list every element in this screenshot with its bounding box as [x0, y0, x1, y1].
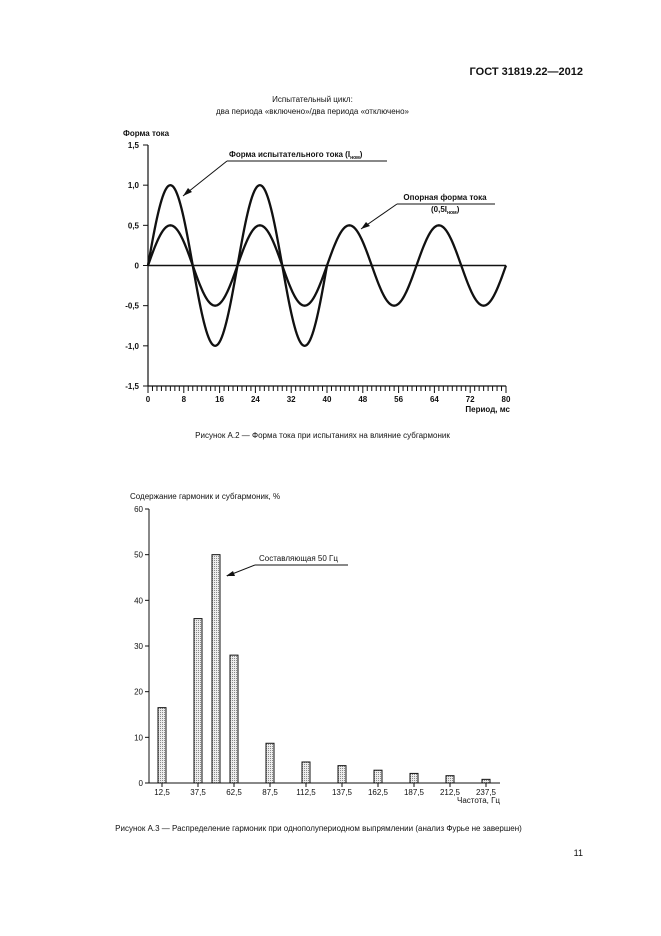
x-tick-label: 64: [429, 395, 439, 404]
bar-112-5hz: [302, 762, 310, 783]
bar-162-5hz: [374, 770, 382, 783]
figure2-caption: Рисунок А.2 — Форма тока при испытаниях на влияние субгармоник: [195, 431, 450, 440]
test-current-label: Форма испытательного тока (I: [229, 150, 351, 159]
svg-text:(0,5Iном): [431, 205, 460, 216]
bar-87-5hz: [266, 743, 274, 783]
bar-y-tick-label: 30: [134, 642, 143, 651]
y-tick-label: 1,5: [127, 141, 139, 150]
test-current-annotation: [183, 150, 387, 196]
fifty-hz-annotation: [226, 554, 348, 576]
bar-187-5hz: [410, 773, 418, 783]
x-tick-label: 0: [145, 395, 151, 404]
bar-y-tick-label: 40: [134, 596, 143, 606]
y-tick-label: 0: [134, 261, 139, 271]
figure3-caption: Рисунок А.3 — Распределение гармоник при однополупериодном выпрямлении (анализ Фурье не завершен): [115, 824, 522, 833]
chart-axes: [125, 141, 511, 404]
test-current-close: ): [359, 150, 363, 159]
bar-x-tick-label: 112,5: [296, 788, 316, 797]
test-current-sub: ном: [350, 155, 360, 161]
reference-label-line2: (0,5I: [431, 205, 448, 214]
current-waveform-chart: [0, 120, 661, 420]
bar-chart-bars: [158, 555, 490, 783]
test-current-arrowhead: [183, 188, 192, 196]
x-tick-label: 8: [181, 395, 187, 404]
figure2-title-line1: Испытательный цикл:: [272, 95, 353, 104]
bar-y-axis-label: Содержание гармоник и субгармоник, %: [130, 492, 281, 501]
x-tick-label: 40: [322, 395, 332, 404]
bar-137-5hz: [338, 766, 346, 783]
x-tick-label: 16: [215, 395, 225, 404]
standard-number: ГОСТ 31819.22—2012: [469, 66, 583, 78]
y-tick-label: -1,5: [125, 382, 139, 391]
bar-x-tick-label: 37,5: [190, 788, 206, 797]
bar-x-tick-label: 87,5: [262, 788, 278, 797]
svg-text:Форма испытательного тока (Iно: [229, 150, 363, 161]
y-tick-label: 1,0: [127, 181, 139, 191]
bar-x-tick-label: 162,5: [367, 788, 389, 797]
y-tick-label: 0,5: [127, 221, 139, 231]
bar-37-5hz: [194, 619, 202, 783]
harmonics-bar-chart: [0, 490, 661, 810]
x-tick-label: 56: [394, 395, 404, 404]
page-number: 11: [573, 848, 583, 858]
x-tick-label: 24: [250, 395, 260, 404]
fifty-hz-label: Составляющая 50 Гц: [259, 554, 338, 563]
bar-y-tick-label: 60: [134, 505, 143, 514]
reference-label-line1: Опорная форма тока: [403, 193, 487, 202]
x-tick-label: 72: [465, 395, 475, 404]
bar-237-5hz: [482, 779, 490, 783]
bar-y-tick-label: 10: [134, 733, 143, 743]
figure2-title-line2: два периода «включено»/два периода «отключено»: [216, 107, 409, 116]
reference-arrowhead: [361, 222, 370, 229]
y-tick-label: -1,0: [125, 341, 139, 351]
bar-x-axis-label: Частота, Гц: [456, 796, 500, 805]
reference-label-sub: ном: [447, 210, 457, 216]
fifty-hz-arrowhead: [226, 571, 235, 576]
x-axis-label: Период, мс: [465, 405, 510, 414]
bar-chart-axes: [134, 505, 500, 797]
y-axis-label: Форма тока: [123, 129, 170, 138]
reference-current-annotation: [361, 193, 495, 229]
reference-label-close: ): [456, 205, 460, 214]
bar-y-tick-label: 50: [134, 550, 143, 560]
figure2-title: [0, 94, 643, 118]
bar-x-tick-label: 12,5: [154, 788, 170, 797]
bar-50hz: [212, 555, 220, 783]
bar-x-tick-label: 137,5: [331, 788, 353, 797]
x-tick-label: 48: [358, 395, 368, 404]
bar-x-tick-label: 212,5: [439, 788, 461, 797]
bar-12-5hz: [158, 708, 166, 783]
bar-y-tick-label: 20: [134, 687, 143, 697]
bar-212-5hz: [446, 776, 454, 783]
x-tick-label: 80: [501, 395, 511, 404]
bar-y-tick-label: 0: [138, 779, 143, 788]
x-tick-label: 32: [286, 395, 296, 404]
bar-x-tick-label: 237,5: [475, 788, 497, 797]
bar-x-tick-label: 187,5: [403, 788, 425, 797]
bar-62-5hz: [230, 655, 238, 783]
y-tick-label: -0,5: [125, 301, 139, 311]
bar-x-tick-label: 62,5: [226, 788, 242, 797]
